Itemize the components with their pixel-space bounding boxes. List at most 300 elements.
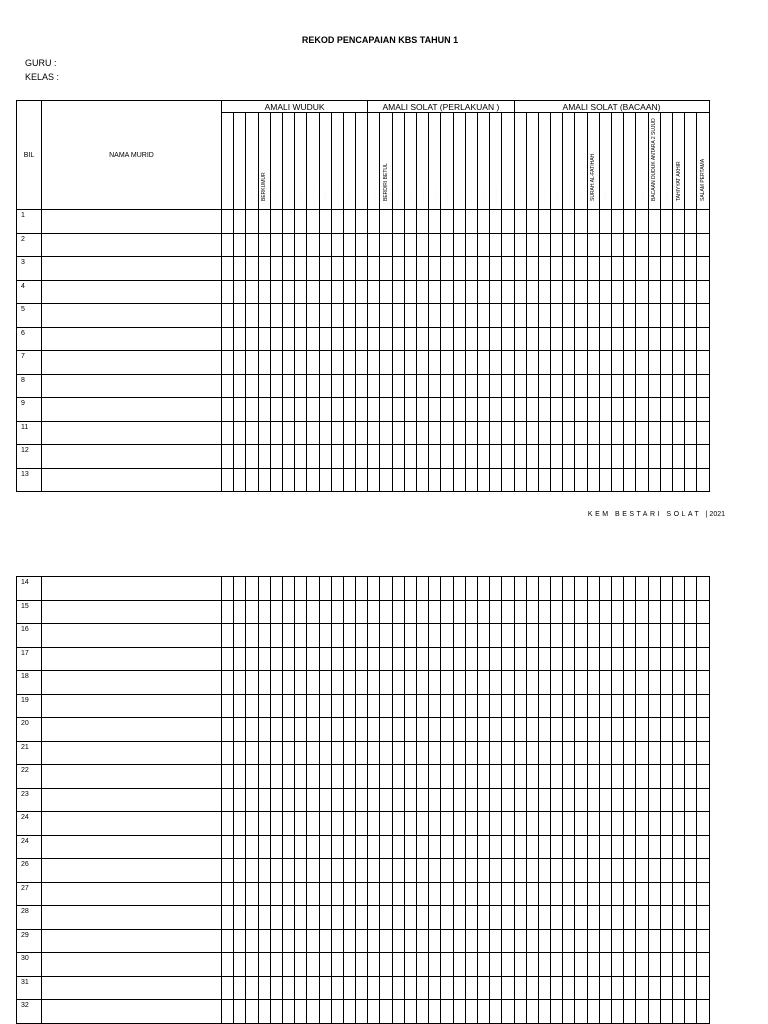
mark-cell[interactable] <box>538 210 550 234</box>
mark-cell[interactable] <box>356 694 368 718</box>
mark-cell[interactable] <box>417 233 429 257</box>
mark-cell[interactable] <box>672 906 684 930</box>
mark-cell[interactable] <box>380 327 392 351</box>
mark-cell[interactable] <box>392 859 404 883</box>
mark-cell[interactable] <box>502 882 514 906</box>
mark-cell[interactable] <box>697 741 709 765</box>
mark-cell[interactable] <box>465 788 477 812</box>
mark-cell[interactable] <box>465 1000 477 1024</box>
mark-cell[interactable] <box>319 233 331 257</box>
mark-cell[interactable] <box>551 398 563 422</box>
mark-cell[interactable] <box>453 280 465 304</box>
mark-cell[interactable] <box>343 210 355 234</box>
mark-cell[interactable] <box>514 788 526 812</box>
mark-cell[interactable] <box>465 906 477 930</box>
mark-cell[interactable] <box>295 233 307 257</box>
mark-cell[interactable] <box>404 210 416 234</box>
mark-cell[interactable] <box>282 374 294 398</box>
mark-cell[interactable] <box>672 671 684 695</box>
mark-cell[interactable] <box>246 421 258 445</box>
mark-cell[interactable] <box>477 327 489 351</box>
mark-cell[interactable] <box>575 304 587 328</box>
mark-cell[interactable] <box>575 445 587 469</box>
mark-cell[interactable] <box>234 953 246 977</box>
mark-cell[interactable] <box>270 694 282 718</box>
mark-cell[interactable] <box>380 812 392 836</box>
mark-cell[interactable] <box>502 351 514 375</box>
mark-cell[interactable] <box>380 694 392 718</box>
mark-cell[interactable] <box>538 233 550 257</box>
mark-cell[interactable] <box>319 445 331 469</box>
mark-cell[interactable] <box>672 624 684 648</box>
mark-cell[interactable] <box>404 624 416 648</box>
mark-cell[interactable] <box>587 577 599 601</box>
mark-cell[interactable] <box>246 835 258 859</box>
mark-cell[interactable] <box>612 741 624 765</box>
mark-cell[interactable] <box>502 1000 514 1024</box>
mark-cell[interactable] <box>331 577 343 601</box>
mark-cell[interactable] <box>282 327 294 351</box>
mark-cell[interactable] <box>538 468 550 492</box>
mark-cell[interactable] <box>453 468 465 492</box>
mark-cell[interactable] <box>636 374 648 398</box>
mark-cell[interactable] <box>685 351 697 375</box>
mark-cell[interactable] <box>624 374 636 398</box>
mark-cell[interactable] <box>368 718 380 742</box>
mark-cell[interactable] <box>343 647 355 671</box>
mark-cell[interactable] <box>368 788 380 812</box>
mark-cell[interactable] <box>307 694 319 718</box>
mark-cell[interactable] <box>222 577 234 601</box>
mark-cell[interactable] <box>392 398 404 422</box>
mark-cell[interactable] <box>380 906 392 930</box>
mark-cell[interactable] <box>502 210 514 234</box>
mark-cell[interactable] <box>563 468 575 492</box>
mark-cell[interactable] <box>222 835 234 859</box>
mark-cell[interactable] <box>331 953 343 977</box>
mark-cell[interactable] <box>538 398 550 422</box>
mark-cell[interactable] <box>429 835 441 859</box>
mark-cell[interactable] <box>599 1000 611 1024</box>
mark-cell[interactable] <box>599 280 611 304</box>
mark-cell[interactable] <box>514 882 526 906</box>
mark-cell[interactable] <box>368 210 380 234</box>
mark-cell[interactable] <box>648 398 660 422</box>
mark-cell[interactable] <box>356 976 368 1000</box>
mark-cell[interactable] <box>465 718 477 742</box>
mark-cell[interactable] <box>441 351 453 375</box>
mark-cell[interactable] <box>612 280 624 304</box>
mark-cell[interactable] <box>648 976 660 1000</box>
mark-cell[interactable] <box>514 671 526 695</box>
mark-cell[interactable] <box>672 765 684 789</box>
mark-cell[interactable] <box>441 647 453 671</box>
mark-cell[interactable] <box>490 257 502 281</box>
mark-cell[interactable] <box>465 257 477 281</box>
mark-cell[interactable] <box>599 671 611 695</box>
mark-cell[interactable] <box>648 647 660 671</box>
mark-cell[interactable] <box>307 929 319 953</box>
student-name-cell[interactable] <box>42 624 222 648</box>
mark-cell[interactable] <box>282 351 294 375</box>
mark-cell[interactable] <box>453 718 465 742</box>
mark-cell[interactable] <box>526 671 538 695</box>
mark-cell[interactable] <box>282 398 294 422</box>
mark-cell[interactable] <box>453 882 465 906</box>
mark-cell[interactable] <box>477 445 489 469</box>
mark-cell[interactable] <box>368 765 380 789</box>
mark-cell[interactable] <box>685 304 697 328</box>
mark-cell[interactable] <box>392 953 404 977</box>
mark-cell[interactable] <box>307 624 319 648</box>
mark-cell[interactable] <box>307 788 319 812</box>
mark-cell[interactable] <box>343 280 355 304</box>
mark-cell[interactable] <box>270 257 282 281</box>
mark-cell[interactable] <box>429 304 441 328</box>
mark-cell[interactable] <box>441 718 453 742</box>
mark-cell[interactable] <box>429 741 441 765</box>
student-name-cell[interactable] <box>42 835 222 859</box>
mark-cell[interactable] <box>599 257 611 281</box>
mark-cell[interactable] <box>307 351 319 375</box>
mark-cell[interactable] <box>331 351 343 375</box>
mark-cell[interactable] <box>514 445 526 469</box>
mark-cell[interactable] <box>392 976 404 1000</box>
mark-cell[interactable] <box>270 835 282 859</box>
mark-cell[interactable] <box>672 210 684 234</box>
mark-cell[interactable] <box>538 671 550 695</box>
mark-cell[interactable] <box>551 280 563 304</box>
mark-cell[interactable] <box>685 976 697 1000</box>
mark-cell[interactable] <box>234 741 246 765</box>
mark-cell[interactable] <box>477 741 489 765</box>
mark-cell[interactable] <box>587 718 599 742</box>
mark-cell[interactable] <box>295 882 307 906</box>
mark-cell[interactable] <box>356 327 368 351</box>
mark-cell[interactable] <box>441 765 453 789</box>
mark-cell[interactable] <box>295 374 307 398</box>
mark-cell[interactable] <box>660 210 672 234</box>
mark-cell[interactable] <box>380 788 392 812</box>
mark-cell[interactable] <box>563 210 575 234</box>
mark-cell[interactable] <box>514 859 526 883</box>
mark-cell[interactable] <box>551 976 563 1000</box>
mark-cell[interactable] <box>465 327 477 351</box>
mark-cell[interactable] <box>319 976 331 1000</box>
mark-cell[interactable] <box>343 718 355 742</box>
mark-cell[interactable] <box>636 953 648 977</box>
mark-cell[interactable] <box>453 953 465 977</box>
mark-cell[interactable] <box>490 374 502 398</box>
mark-cell[interactable] <box>295 468 307 492</box>
mark-cell[interactable] <box>514 624 526 648</box>
mark-cell[interactable] <box>490 859 502 883</box>
mark-cell[interactable] <box>648 741 660 765</box>
mark-cell[interactable] <box>599 577 611 601</box>
mark-cell[interactable] <box>343 906 355 930</box>
mark-cell[interactable] <box>477 906 489 930</box>
mark-cell[interactable] <box>636 1000 648 1024</box>
mark-cell[interactable] <box>477 929 489 953</box>
mark-cell[interactable] <box>258 765 270 789</box>
mark-cell[interactable] <box>417 718 429 742</box>
mark-cell[interactable] <box>295 953 307 977</box>
mark-cell[interactable] <box>514 327 526 351</box>
mark-cell[interactable] <box>453 624 465 648</box>
mark-cell[interactable] <box>538 694 550 718</box>
mark-cell[interactable] <box>453 600 465 624</box>
mark-cell[interactable] <box>295 398 307 422</box>
mark-cell[interactable] <box>246 445 258 469</box>
mark-cell[interactable] <box>575 765 587 789</box>
mark-cell[interactable] <box>441 812 453 836</box>
mark-cell[interactable] <box>331 741 343 765</box>
mark-cell[interactable] <box>258 906 270 930</box>
mark-cell[interactable] <box>380 280 392 304</box>
mark-cell[interactable] <box>343 257 355 281</box>
mark-cell[interactable] <box>465 671 477 695</box>
mark-cell[interactable] <box>587 694 599 718</box>
mark-cell[interactable] <box>270 600 282 624</box>
mark-cell[interactable] <box>282 304 294 328</box>
mark-cell[interactable] <box>343 1000 355 1024</box>
mark-cell[interactable] <box>697 929 709 953</box>
mark-cell[interactable] <box>551 765 563 789</box>
mark-cell[interactable] <box>648 445 660 469</box>
mark-cell[interactable] <box>685 327 697 351</box>
mark-cell[interactable] <box>246 577 258 601</box>
mark-cell[interactable] <box>331 694 343 718</box>
mark-cell[interactable] <box>331 718 343 742</box>
mark-cell[interactable] <box>234 859 246 883</box>
mark-cell[interactable] <box>526 351 538 375</box>
mark-cell[interactable] <box>563 1000 575 1024</box>
mark-cell[interactable] <box>624 812 636 836</box>
mark-cell[interactable] <box>429 671 441 695</box>
mark-cell[interactable] <box>575 577 587 601</box>
mark-cell[interactable] <box>270 718 282 742</box>
mark-cell[interactable] <box>307 374 319 398</box>
mark-cell[interactable] <box>368 741 380 765</box>
mark-cell[interactable] <box>685 953 697 977</box>
mark-cell[interactable] <box>502 671 514 695</box>
mark-cell[interactable] <box>685 624 697 648</box>
mark-cell[interactable] <box>514 647 526 671</box>
mark-cell[interactable] <box>538 741 550 765</box>
mark-cell[interactable] <box>356 398 368 422</box>
mark-cell[interactable] <box>453 647 465 671</box>
mark-cell[interactable] <box>612 953 624 977</box>
mark-cell[interactable] <box>404 445 416 469</box>
mark-cell[interactable] <box>502 812 514 836</box>
mark-cell[interactable] <box>343 577 355 601</box>
student-name-cell[interactable] <box>42 906 222 930</box>
mark-cell[interactable] <box>270 929 282 953</box>
mark-cell[interactable] <box>222 765 234 789</box>
mark-cell[interactable] <box>343 953 355 977</box>
mark-cell[interactable] <box>490 647 502 671</box>
mark-cell[interactable] <box>295 788 307 812</box>
mark-cell[interactable] <box>319 304 331 328</box>
mark-cell[interactable] <box>258 304 270 328</box>
mark-cell[interactable] <box>514 351 526 375</box>
mark-cell[interactable] <box>343 233 355 257</box>
mark-cell[interactable] <box>599 906 611 930</box>
mark-cell[interactable] <box>234 718 246 742</box>
mark-cell[interactable] <box>246 976 258 1000</box>
mark-cell[interactable] <box>246 280 258 304</box>
mark-cell[interactable] <box>660 671 672 695</box>
mark-cell[interactable] <box>672 1000 684 1024</box>
mark-cell[interactable] <box>234 374 246 398</box>
mark-cell[interactable] <box>356 600 368 624</box>
student-name-cell[interactable] <box>42 953 222 977</box>
mark-cell[interactable] <box>429 351 441 375</box>
mark-cell[interactable] <box>502 304 514 328</box>
mark-cell[interactable] <box>612 788 624 812</box>
mark-cell[interactable] <box>660 421 672 445</box>
mark-cell[interactable] <box>319 398 331 422</box>
mark-cell[interactable] <box>563 976 575 1000</box>
mark-cell[interactable] <box>404 859 416 883</box>
mark-cell[interactable] <box>502 694 514 718</box>
mark-cell[interactable] <box>526 304 538 328</box>
mark-cell[interactable] <box>319 671 331 695</box>
mark-cell[interactable] <box>575 280 587 304</box>
mark-cell[interactable] <box>587 671 599 695</box>
mark-cell[interactable] <box>648 577 660 601</box>
student-name-cell[interactable] <box>42 859 222 883</box>
mark-cell[interactable] <box>551 718 563 742</box>
mark-cell[interactable] <box>587 445 599 469</box>
mark-cell[interactable] <box>368 398 380 422</box>
mark-cell[interactable] <box>502 398 514 422</box>
mark-cell[interactable] <box>660 765 672 789</box>
mark-cell[interactable] <box>685 577 697 601</box>
mark-cell[interactable] <box>526 906 538 930</box>
mark-cell[interactable] <box>685 788 697 812</box>
mark-cell[interactable] <box>453 671 465 695</box>
mark-cell[interactable] <box>563 351 575 375</box>
student-name-cell[interactable] <box>42 1000 222 1024</box>
student-name-cell[interactable] <box>42 327 222 351</box>
mark-cell[interactable] <box>465 351 477 375</box>
mark-cell[interactable] <box>477 671 489 695</box>
mark-cell[interactable] <box>660 906 672 930</box>
student-name-cell[interactable] <box>42 812 222 836</box>
mark-cell[interactable] <box>453 976 465 1000</box>
mark-cell[interactable] <box>331 671 343 695</box>
mark-cell[interactable] <box>246 600 258 624</box>
mark-cell[interactable] <box>404 327 416 351</box>
mark-cell[interactable] <box>612 976 624 1000</box>
mark-cell[interactable] <box>453 398 465 422</box>
mark-cell[interactable] <box>222 859 234 883</box>
mark-cell[interactable] <box>246 859 258 883</box>
mark-cell[interactable] <box>563 694 575 718</box>
mark-cell[interactable] <box>465 976 477 1000</box>
mark-cell[interactable] <box>331 257 343 281</box>
mark-cell[interactable] <box>270 859 282 883</box>
mark-cell[interactable] <box>587 351 599 375</box>
mark-cell[interactable] <box>685 600 697 624</box>
mark-cell[interactable] <box>477 882 489 906</box>
mark-cell[interactable] <box>392 718 404 742</box>
mark-cell[interactable] <box>441 374 453 398</box>
mark-cell[interactable] <box>270 398 282 422</box>
mark-cell[interactable] <box>685 421 697 445</box>
mark-cell[interactable] <box>441 788 453 812</box>
mark-cell[interactable] <box>222 421 234 445</box>
mark-cell[interactable] <box>380 882 392 906</box>
mark-cell[interactable] <box>392 468 404 492</box>
mark-cell[interactable] <box>672 351 684 375</box>
mark-cell[interactable] <box>258 647 270 671</box>
mark-cell[interactable] <box>222 741 234 765</box>
mark-cell[interactable] <box>563 577 575 601</box>
mark-cell[interactable] <box>575 835 587 859</box>
mark-cell[interactable] <box>660 718 672 742</box>
mark-cell[interactable] <box>648 233 660 257</box>
mark-cell[interactable] <box>685 765 697 789</box>
mark-cell[interactable] <box>648 671 660 695</box>
mark-cell[interactable] <box>624 577 636 601</box>
mark-cell[interactable] <box>380 351 392 375</box>
mark-cell[interactable] <box>672 421 684 445</box>
mark-cell[interactable] <box>295 1000 307 1024</box>
mark-cell[interactable] <box>660 257 672 281</box>
mark-cell[interactable] <box>502 468 514 492</box>
mark-cell[interactable] <box>246 257 258 281</box>
student-name-cell[interactable] <box>42 788 222 812</box>
mark-cell[interactable] <box>295 718 307 742</box>
mark-cell[interactable] <box>246 718 258 742</box>
mark-cell[interactable] <box>380 468 392 492</box>
mark-cell[interactable] <box>343 694 355 718</box>
mark-cell[interactable] <box>258 718 270 742</box>
mark-cell[interactable] <box>575 882 587 906</box>
mark-cell[interactable] <box>477 624 489 648</box>
mark-cell[interactable] <box>343 374 355 398</box>
mark-cell[interactable] <box>417 577 429 601</box>
mark-cell[interactable] <box>624 624 636 648</box>
mark-cell[interactable] <box>404 647 416 671</box>
mark-cell[interactable] <box>502 859 514 883</box>
mark-cell[interactable] <box>636 468 648 492</box>
mark-cell[interactable] <box>563 257 575 281</box>
mark-cell[interactable] <box>404 741 416 765</box>
mark-cell[interactable] <box>636 280 648 304</box>
mark-cell[interactable] <box>282 671 294 695</box>
mark-cell[interactable] <box>246 468 258 492</box>
mark-cell[interactable] <box>234 327 246 351</box>
mark-cell[interactable] <box>307 445 319 469</box>
mark-cell[interactable] <box>599 882 611 906</box>
mark-cell[interactable] <box>551 351 563 375</box>
mark-cell[interactable] <box>563 647 575 671</box>
mark-cell[interactable] <box>356 233 368 257</box>
mark-cell[interactable] <box>343 835 355 859</box>
mark-cell[interactable] <box>514 280 526 304</box>
mark-cell[interactable] <box>270 765 282 789</box>
mark-cell[interactable] <box>587 976 599 1000</box>
mark-cell[interactable] <box>441 468 453 492</box>
mark-cell[interactable] <box>526 976 538 1000</box>
mark-cell[interactable] <box>282 647 294 671</box>
mark-cell[interactable] <box>441 906 453 930</box>
mark-cell[interactable] <box>453 304 465 328</box>
mark-cell[interactable] <box>417 882 429 906</box>
